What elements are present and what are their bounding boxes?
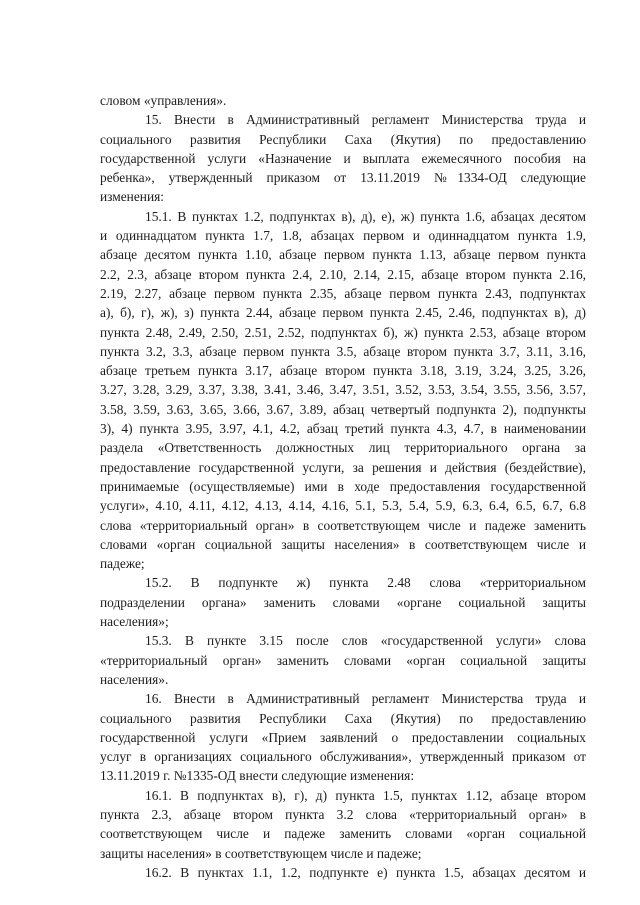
text-line: государственной услуги «Прием заявлений о предоставлении социальных bbox=[100, 729, 586, 745]
text-line: 15.1. В пунктах 1.2, подпунктах в), д), е), ж) пункта 1.6, абзацах десятом bbox=[145, 208, 586, 224]
text-line: услуг в организациях социального обслуживания», утвержденный приказом от bbox=[100, 749, 586, 765]
text-line: государственной услуги «Назначение и выплата ежемесячного пособия на bbox=[100, 150, 586, 166]
text-line: словами «орган социальной защиты населения» в соответствующем числе и bbox=[100, 536, 586, 552]
text-line: пункта 2.3, абзаце втором пункта 3.2 слова «территориальный орган» в bbox=[100, 806, 586, 822]
text-line: 16.2. В пунктах 1.1, 1.2, подпункте е) пункта 1.5, абзацах десятом и bbox=[145, 864, 586, 880]
text-line: пункта 3.2, 3.3, абзаце первом пункта 3.5, абзаце втором пункта 3.7, 3.11, 3.16, bbox=[100, 343, 586, 359]
text-line: 15.2. В подпункте ж) пункта 2.48 слова «территориальном bbox=[145, 575, 586, 591]
text-line: а), б), г), ж), з) пункта 2.44, абзаце первом пункта 2.45, 2.46, подпунктах в), д) bbox=[100, 305, 586, 321]
text-line: слова «территориальный орган» в соответствующем числе и падеже заменить bbox=[100, 517, 586, 533]
text-line: 13.11.2019 г. №1335-ОД внести следующие изменения: bbox=[100, 768, 415, 784]
text-line: 3.27, 3.28, 3.29, 3.37, 3.38, 3.41, 3.46, 3.47, 3.51, 3.52, 3.53, 3.54, 3.55, 3.56, 3.57, bbox=[100, 382, 586, 398]
text-line: «территориальный орган» заменить словами «орган социальной защиты bbox=[100, 652, 586, 668]
text-line: принимаемые (осуществляемые) ими в ходе предоставления государственной bbox=[100, 478, 586, 494]
text-line: предоставление государственной услуги, за решения и действия (бездействие), bbox=[100, 459, 586, 475]
text-line: социального развития Республики Саха (Якутия) по предоставлению bbox=[100, 710, 586, 726]
text-line: словом «управления». bbox=[100, 93, 227, 108]
text-line: 16. Внести в Административный регламент Министерства труда и bbox=[145, 691, 586, 707]
text-line: изменения: bbox=[100, 189, 165, 205]
text-line: 2.2, 2.3, абзаце втором пункта 2.4, 2.10, 2.14, 2.15, абзаце втором пункта 2.16, bbox=[100, 266, 586, 282]
text-line: 3.58, 3.59, 3.63, 3.65, 3.66, 3.67, 3.89, абзац четвертый подпункта 2), подпункты bbox=[100, 401, 586, 417]
text-line: социального развития Республики Саха (Якутия) по предоставлению bbox=[100, 131, 586, 147]
text-line: населения»; bbox=[100, 614, 169, 630]
text-line: раздела «Ответственность должностных лиц территориального органа за bbox=[100, 440, 586, 456]
text-line: 15.3. В пункте 3.15 после слов «государственной услуги» слова bbox=[145, 633, 586, 649]
text-line: соответствующем числе и падеже заменить словами «орган социальной bbox=[100, 826, 586, 842]
text-line: 2.19, 2.27, абзаце первом пункта 2.35, абзаце первом пункта 2.43, подпунктах bbox=[100, 285, 586, 301]
text-line: пункта 2.48, 2.49, 2.50, 2.51, 2.52, подпунктах б), ж) пункта 2.53, абзаце втором bbox=[100, 324, 586, 340]
text-line: защиты населения» в соответствующем числе и падеже; bbox=[100, 845, 422, 861]
text-line: подразделении органа» заменить словами «органе социальной защиты bbox=[100, 594, 586, 610]
text-line: ребенка», утвержденный приказом от 13.11.2019 №1334-ОД следующие bbox=[100, 170, 586, 186]
text-line: 3), 4) пункта 3.95, 3.97, 4.1, 4.2, абзац третий пункта 4.3, 4.7, в наименовании bbox=[100, 421, 586, 437]
text-line: 16.1. В подпунктах в), г), д) пункта 1.5, пунктах 1.12, абзаце втором bbox=[145, 787, 586, 803]
text-line: и одиннадцатом пункта 1.7, 1.8, абзацах первом и одиннадцатом пункта 1.9, bbox=[100, 228, 586, 244]
text-line: 15. Внести в Административный регламент Министерства труда и bbox=[145, 112, 586, 128]
text-line: услуги», 4.10, 4.11, 4.12, 4.13, 4.14, 4.16, 5.1, 5.3, 5.4, 5.9, 6.3, 6.4, 6.5, 6.7, 6.8 bbox=[100, 498, 586, 514]
text-line: абзаце десятом пункта 1.10, абзаце первом пункта 1.13, абзаце первом пункта bbox=[100, 247, 586, 263]
text-line: населения». bbox=[100, 671, 169, 687]
text-line: падеже; bbox=[100, 556, 145, 572]
text-line: абзаце третьем пункта 3.17, абзаце втором пункта 3.18, 3.19, 3.24, 3.25, 3.26, bbox=[100, 363, 586, 379]
document-text-body bbox=[100, 91, 586, 882]
